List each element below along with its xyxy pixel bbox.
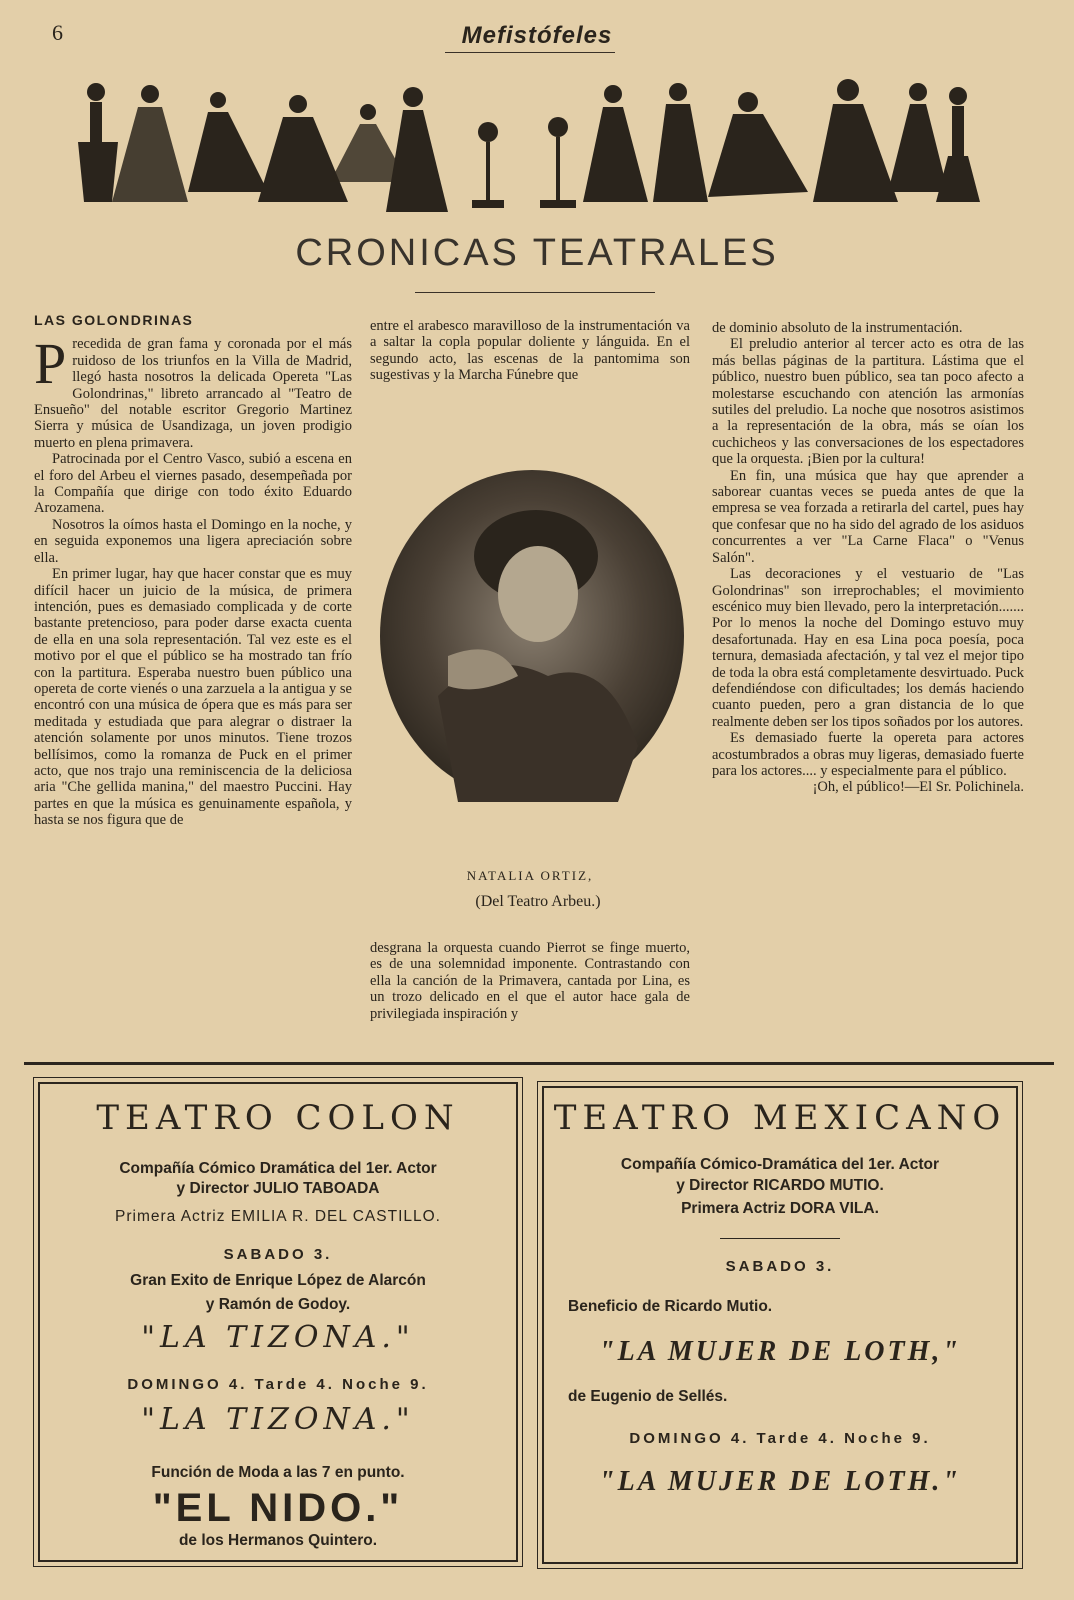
ad-play-authors: de los Hermanos Quintero.: [178, 1532, 378, 1549]
ad-benefit: Beneficio de Ricardo Mutio.: [568, 1298, 773, 1315]
article-paragraph: Las decoraciones y el vestuario de "Las Golondrinas" son irreprochables; el movimiento escénico muy bien llevado, pero la interpretación....... Por lo menos la noche del Domingo estuvo muy desafortunada. Hay en esa Lina poca poesía, poca ternura, demasiada afectación, y tal vez el mejor tipo de toda la obra está completamente desvirtuado. Puck defendiéndose con dificultades; los demás haciendo cuanto pueden, pero a gran distancia de lo que realmente deben ser los tipos soñados por los autores.: [712, 566, 1024, 730]
article-signature: ¡Oh, el público!—El Sr. Polichinela.: [812, 779, 1024, 796]
photo-caption-theatre: (Del Teatro Arbeu.): [475, 893, 601, 910]
article-paragraph: Es demasiado fuerte la opereta para actores acostumbrados a obras muy ligeras, demasiado fuerte para los actores.... y especialmente para el público.: [712, 730, 1024, 779]
magazine-title: Mefistófeles: [461, 22, 613, 49]
ad-actress: Primera Actriz DORA VILA.: [681, 1200, 879, 1217]
section-title-rule: [415, 292, 655, 293]
article-paragraph: de dominio absoluto de la instrumentación.: [712, 320, 963, 336]
ad-divider: [720, 1238, 840, 1239]
title-underline: [445, 52, 615, 53]
ad-exito: Gran Exito de Enrique López de Alarcón: [130, 1272, 426, 1289]
article-column-2-bottom: [370, 940, 690, 1022]
article-paragraph: Patrocinada por el Centro Vasco, subió a escena en el foro del Arbeu el viernes pasado, desempeñada por la Compañía que dirige con todo éxito Eduardo Arozamena.: [34, 451, 352, 517]
section-title: CRONICAS TEATRALES: [295, 232, 779, 274]
ad-play-title: "LA MUJER DE LOTH,": [599, 1336, 961, 1367]
ad-actress: Primera Actriz EMILIA R. DEL CASTILLO.: [115, 1208, 441, 1225]
ad-title: TEATRO COLON: [96, 1098, 460, 1138]
ad-date: DOMINGO 4. Tarde 4. Noche 9.: [127, 1376, 429, 1393]
ad-exito-authors: y Ramón de Godoy.: [205, 1296, 351, 1313]
ad-company: Compañía Cómico Dramática del 1er. Actor: [119, 1160, 437, 1177]
page-number: 6: [52, 20, 63, 45]
article-paragraph: entre el arabesco maravilloso de la instrumentación va a saltar la copla popular doliente y lánguida. En el segundo acto, las escenas de la pantomima son sugestivas y la Marcha Fúnebre que: [370, 318, 690, 384]
ad-play-title: "LA TIZONA.": [141, 1320, 415, 1355]
dancers-frieze-illustration: [68, 72, 988, 222]
portrait-photo: [378, 446, 686, 802]
ad-play-title: "LA TIZONA.": [141, 1402, 415, 1437]
photo-caption-name: NATALIA ORTIZ,: [466, 868, 594, 883]
ad-play-title: "LA MUJER DE LOTH.": [599, 1466, 961, 1497]
article-column-3: [712, 320, 1024, 796]
ad-title: TEATRO MEXICANO: [553, 1098, 1007, 1138]
ad-teatro-colon: [38, 1082, 518, 1562]
article-column-1: [34, 312, 352, 829]
ad-date: DOMINGO 4. Tarde 4. Noche 9.: [629, 1430, 931, 1447]
article-paragraph: Nosotros la oímos hasta el Domingo en la noche, y en seguida exponemos una ligera apreciación sobre ella.: [34, 516, 352, 566]
article-paragraph: En primer lugar, hay que hacer constar que es muy difícil hacer un juicio de la música, de primera intención, pues es demasiado complicada y de corte bastante pretencioso, para poder darse exacta cuenta de ella en una sola representación. Tal vez este es el motivo por el que el público se ha mostrado tan frío con la partitura. Esperaba nuestro buen público una opereta de corte vienés o una zarzuela a la antigua y se encontró con una música de ópera que es más para ser meditada y estudiada que para alegrar o distraer la atención solamente por unos minutos. Tiene trozos bellísimos, como la romanza de Puck en el primer acto, que nos trajo una reminiscencia de la deliciosa aria "Che gellida manina," del maestro Puccini. Hay partes en que la música es genuinamente española, y hasta se nos figura que de: [34, 566, 352, 829]
ad-moda: Función de Moda a las 7 en punto.: [151, 1464, 405, 1481]
ad-date: SABADO 3.: [725, 1258, 835, 1275]
ad-company: Compañía Cómico-Dramática del 1er. Actor: [620, 1156, 940, 1173]
ad-director: y Director JULIO TABOADA: [176, 1180, 380, 1197]
article-paragraph: En fin, una música que hay que aprender a saborear cuantas veces se pueda antes de que la empresa se vea forzada a retirarla del cartel, pues hay que confesar que no ha sido del agrado de los asiduos concurrentes a ver "La Carne Flaca" o "Venus Salón".: [712, 467, 1024, 566]
drop-cap: P: [34, 331, 67, 397]
page-separator: [24, 1062, 1054, 1065]
ad-author: de Eugenio de Sellés.: [568, 1388, 728, 1405]
article-heading: LAS GOLONDRINAS: [34, 312, 194, 328]
ad-date: SABADO 3.: [223, 1246, 333, 1263]
ad-teatro-mexicano: [542, 1086, 1018, 1564]
ad-director: y Director RICARDO MUTIO.: [676, 1177, 884, 1194]
article-paragraph: desgrana la orquesta cuando Pierrot se finge muerto, es de una solemnidad imponente. Contrastando con ella la canción de la Primavera, cantada por Lina, es un trozo delicado en el que el autor hace gala de privilegiada inspiración y: [370, 940, 690, 1022]
article-paragraph: recedida de gran fama y coronada por el más ruidoso de los triunfos en la Villa de Madrid, llegó hasta nosotros la delicada Opereta "Las Golondrinas," libreto arrancado al "Teatro de Ensueño" del notable escritor Gregorio Martinez Sierra y música de Usandizaga, un joven prodigio muerto en plena primavera.: [34, 336, 352, 451]
ad-play-title: "EL NIDO.": [152, 1486, 404, 1530]
article-paragraph: El preludio anterior al tercer acto es otra de las más bellas páginas de la partitura. Lástima que el público, nuestro buen público, sea tan poco afecto a molestarse escuchando con atención las armonías sutiles del preludio. La noche que nosotros asistimos a la representación de la obra, más se oían los cuchicheos y las conversaciones de los espectadores que la orquesta. ¡Bien por la cultura!: [712, 336, 1024, 468]
article-column-2-top: [370, 318, 690, 384]
